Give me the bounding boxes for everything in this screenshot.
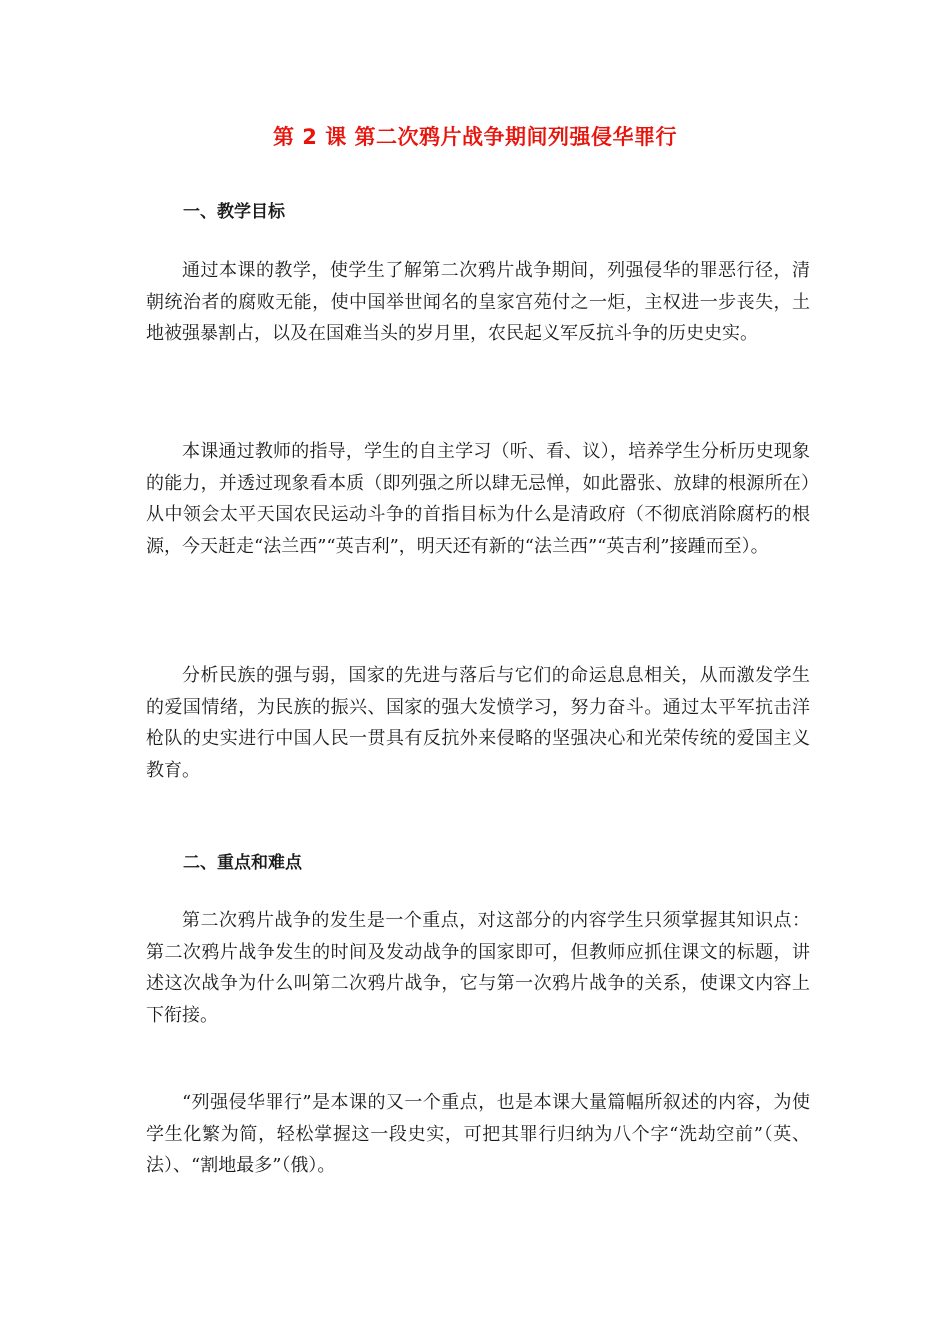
- paragraph-key-points-2: “列强侵华罪行”是本课的又一个重点，也是本课大量篇幅所叙述的内容，为使学生化繁为简，轻松掌握这一段史实，可把其罪行归纳为八个字“洗劫空前”（英、法）、“割地最多”（俄）。: [146, 1092, 810, 1176]
- paragraph-objectives-2: 本课通过教师的指导，学生的自主学习（听、看、议），培养学生分析历史现象的能力，并透过现象看本质（即列强之所以肆无忌惮，如此嚣张、放肆的根源所在）从中领会太平天国农民运动斗争的首指目标为什么是清政府（不彻底消除腐朽的根源，今天赶走“法兰西”“英吉利”，明天还有新的“法兰西”“英吉利”接踵而至）。: [146, 441, 810, 557]
- paragraph-objectives-3: 分析民族的强与弱，国家的先进与落后与它们的命运息息相关，从而激发学生的爱国情绪，为民族的振兴、国家的强大发愤学习，努力奋斗。通过太平军抗击洋枪队的史实进行中国人民一贯具有反抗外来侵略的坚强决心和光荣传统的爱国主义教育。: [146, 665, 810, 781]
- section-heading-key-points: 二、重点和难点: [183, 853, 302, 873]
- page-title: 第 2 课 第二次鸦片战争期间列强侵华罪行: [272, 125, 678, 149]
- paragraph-key-points-1: 第二次鸦片战争的发生是一个重点，对这部分的内容学生只须掌握其知识点：第二次鸦片战争发生的时间及发动战争的国家即可，但教师应抓住课文的标题，讲述这次战争为什么叫第二次鸦片战争，它与第一次鸦片战争的关系，使课文内容上下衔接。: [146, 910, 810, 1026]
- paragraph-objectives-1: 通过本课的教学，使学生了解第二次鸦片战争期间，列强侵华的罪恶行径，清朝统治者的腐败无能，使中国举世闻名的皇家宫苑付之一炬，主权进一步丧失，土地被强暴割占，以及在国难当头的岁月里，农民起义军反抗斗争的历史史实。: [146, 260, 810, 344]
- section-heading-objectives: 一、教学目标: [183, 202, 285, 222]
